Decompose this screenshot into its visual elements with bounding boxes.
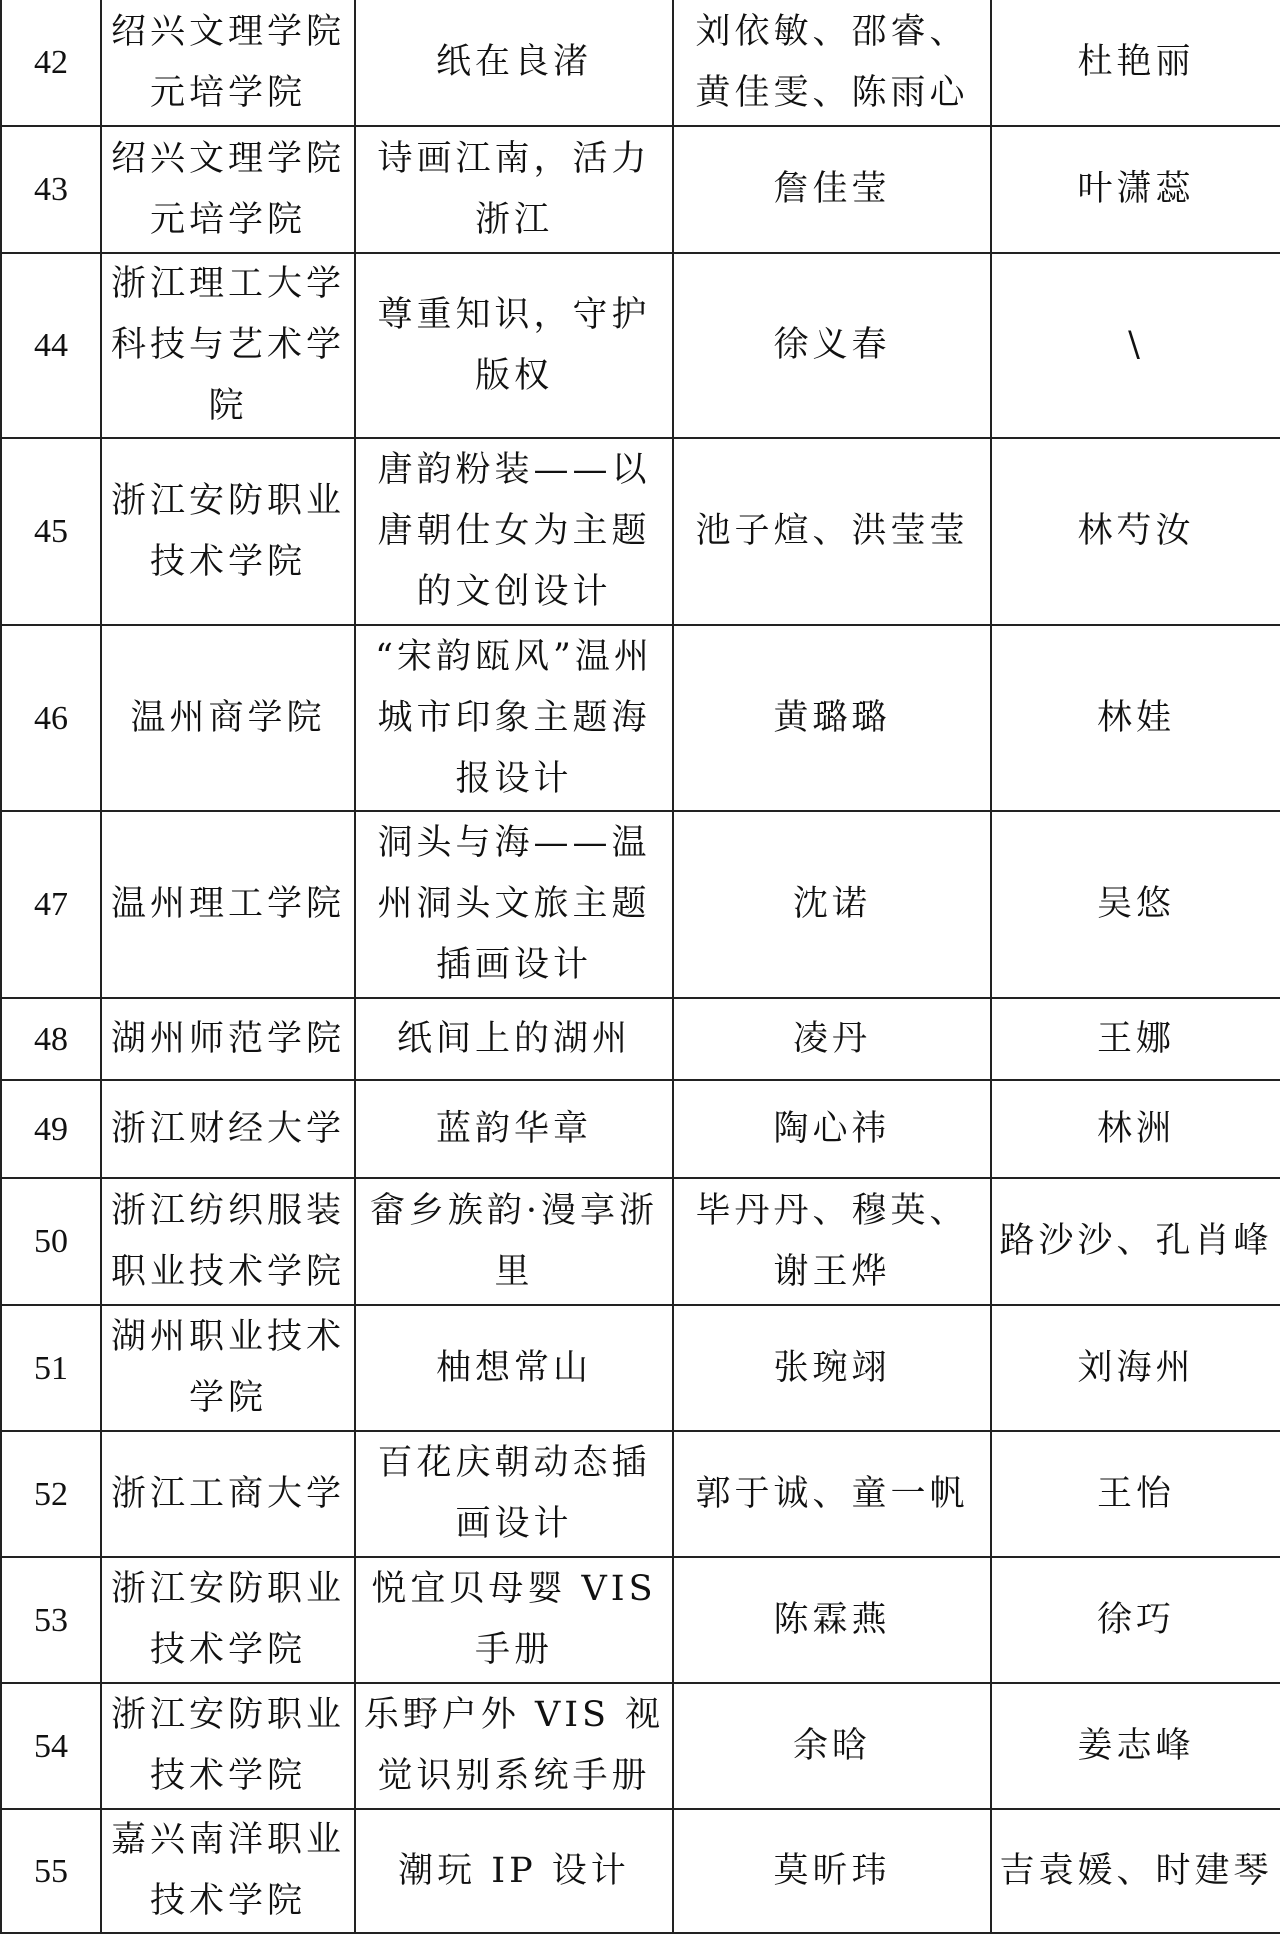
row-number: 44 (1, 253, 101, 438)
authors-cell: 黄璐璐 (673, 625, 991, 811)
row-number: 53 (1, 1557, 101, 1683)
school-cell: 湖州职业技术学院 (101, 1305, 355, 1431)
advisor-cell: 吉袁媛、时建琴 (991, 1809, 1280, 1933)
school-cell: 温州理工学院 (101, 811, 355, 998)
work-title-cell: 潮玩 IP 设计 (355, 1809, 673, 1933)
school-cell: 绍兴文理学院元培学院 (101, 0, 355, 126)
row-number: 54 (1, 1683, 101, 1809)
work-title-cell: 唐韵粉装——以唐朝仕女为主题的文创设计 (355, 438, 673, 625)
row-number: 47 (1, 811, 101, 998)
advisor-cell: 林芍汝 (991, 438, 1280, 625)
advisor-cell: 路沙沙、孔肖峰 (991, 1178, 1280, 1305)
table-row (1, 1557, 1280, 1683)
authors-cell: 徐义春 (673, 253, 991, 438)
advisor-cell: 杜艳丽 (991, 0, 1280, 126)
table-row (1, 998, 1280, 1080)
advisor-cell: 徐巧 (991, 1557, 1280, 1683)
work-title-cell: “宋韵瓯风”温州城市印象主题海报设计 (355, 625, 673, 811)
work-title-cell: 柚想常山 (355, 1305, 673, 1431)
table-row (1, 1431, 1280, 1557)
school-cell: 浙江理工大学科技与艺术学院 (101, 253, 355, 438)
school-cell: 浙江财经大学 (101, 1080, 355, 1178)
table-row (1, 126, 1280, 253)
advisor-cell: 王怡 (991, 1431, 1280, 1557)
advisor-cell: 林洲 (991, 1080, 1280, 1178)
table-row (1, 1178, 1280, 1305)
authors-cell: 陈霖燕 (673, 1557, 991, 1683)
authors-cell: 沈诺 (673, 811, 991, 998)
row-number: 50 (1, 1178, 101, 1305)
row-number: 42 (1, 0, 101, 126)
row-number: 51 (1, 1305, 101, 1431)
advisor-cell: 叶潇蕊 (991, 126, 1280, 253)
work-title-cell: 蓝韵华章 (355, 1080, 673, 1178)
school-cell: 浙江工商大学 (101, 1431, 355, 1557)
row-number: 43 (1, 126, 101, 253)
school-cell: 浙江纺织服装职业技术学院 (101, 1178, 355, 1305)
row-number: 45 (1, 438, 101, 625)
work-title-cell: 尊重知识，守护版权 (355, 253, 673, 438)
advisor-cell: 王娜 (991, 998, 1280, 1080)
school-cell: 绍兴文理学院元培学院 (101, 126, 355, 253)
work-title-cell: 百花庆朝动态插画设计 (355, 1431, 673, 1557)
advisor-cell: 吴悠 (991, 811, 1280, 998)
table-row (1, 253, 1280, 438)
table-row (1, 1809, 1280, 1933)
row-number: 48 (1, 998, 101, 1080)
table-row (1, 625, 1280, 811)
work-title-cell: 悦宜贝母婴 VIS 手册 (355, 1557, 673, 1683)
school-cell: 浙江安防职业技术学院 (101, 1683, 355, 1809)
table-row (1, 1683, 1280, 1809)
row-number: 49 (1, 1080, 101, 1178)
table-row (1, 0, 1280, 126)
authors-cell: 池子煊、洪莹莹 (673, 438, 991, 625)
advisor-cell: 姜志峰 (991, 1683, 1280, 1809)
work-title-cell: 纸间上的湖州 (355, 998, 673, 1080)
work-title-cell: 畲乡族韵·漫享浙里 (355, 1178, 673, 1305)
work-title-cell: 洞头与海——温州洞头文旅主题插画设计 (355, 811, 673, 998)
school-cell: 嘉兴南洋职业技术学院 (101, 1809, 355, 1933)
table-row (1, 811, 1280, 998)
authors-cell: 郭于诚、童一帆 (673, 1431, 991, 1557)
authors-cell: 凌丹 (673, 998, 991, 1080)
school-cell: 浙江安防职业技术学院 (101, 1557, 355, 1683)
advisor-cell: 林娃 (991, 625, 1280, 811)
work-title-cell: 诗画江南，活力浙江 (355, 126, 673, 253)
table-row (1, 1080, 1280, 1178)
advisor-cell: 刘海州 (991, 1305, 1280, 1431)
school-cell: 浙江安防职业技术学院 (101, 438, 355, 625)
row-number: 46 (1, 625, 101, 811)
work-title-cell: 纸在良渚 (355, 0, 673, 126)
authors-cell: 刘依敏、邵睿、黄佳雯、陈雨心 (673, 0, 991, 126)
work-title-cell: 乐野户外 VIS 视觉识别系统手册 (355, 1683, 673, 1809)
authors-cell: 莫昕玮 (673, 1809, 991, 1933)
table-row (1, 438, 1280, 625)
authors-cell: 余晗 (673, 1683, 991, 1809)
row-number: 55 (1, 1809, 101, 1933)
advisor-cell: \ (991, 253, 1280, 438)
school-cell: 温州商学院 (101, 625, 355, 811)
table-row (1, 1305, 1280, 1431)
authors-cell: 詹佳莹 (673, 126, 991, 253)
authors-cell: 毕丹丹、穆英、谢王烨 (673, 1178, 991, 1305)
row-number: 52 (1, 1431, 101, 1557)
authors-cell: 张琬翊 (673, 1305, 991, 1431)
authors-cell: 陶心祎 (673, 1080, 991, 1178)
school-cell: 湖州师范学院 (101, 998, 355, 1080)
